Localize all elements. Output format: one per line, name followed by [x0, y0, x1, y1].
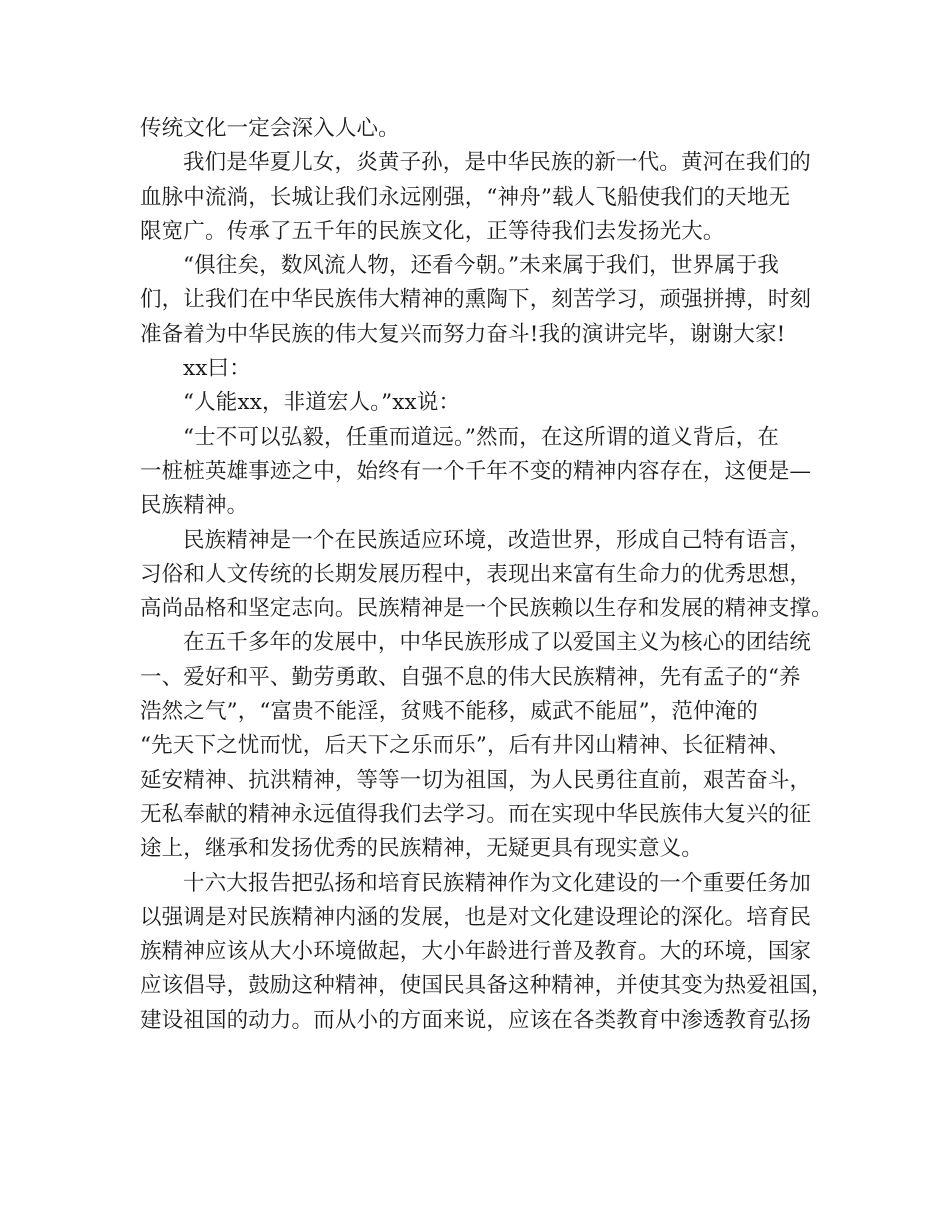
- text-line: 无私奉献的精神永远值得我们去学习。而在实现中华民族伟大复兴的征: [140, 801, 812, 827]
- text-line: 延安精神、抗洪精神，等等一切为祖国，为人民勇往直前，艰苦奋斗，: [140, 767, 812, 793]
- text-line: 们，让我们在中华民族伟大精神的熏陶下，刻苦学习，顽强拼搏，时刻: [140, 287, 812, 313]
- text-line: xx曰：: [183, 356, 251, 382]
- text-line: 限宽广。传承了五千年的民族文化，正等待我们去发扬光大。: [140, 218, 725, 244]
- text-line: 十六大报告把弘扬和培育民族精神作为文化建设的一个重要任务加: [183, 870, 811, 896]
- text-line: 在五千多年的发展中，中华民族形成了以爱国主义为核心的团结统: [183, 630, 811, 656]
- body-text: [140, 112, 833, 1038]
- text-line: 民族精神是一个在民族适应环境，改造世界，形成自己特有语言，: [183, 527, 811, 553]
- text-line: “俱往矣，数风流人物，还看今朝。”未来属于我们，世界属于我: [183, 253, 780, 279]
- text-line: 一、爱好和平、勤劳勇敢、自强不息的伟大民族精神，先有孟子的“养: [140, 664, 801, 690]
- text-line: 传统文化一定会深入人心。: [140, 116, 400, 141]
- text-line: 浩然之气”，“富贵不能淫，贫贱不能移，威武不能屈”，范仲淹的: [140, 699, 758, 725]
- text-line: 建设祖国的动力。而从小的方面来说，应该在各类教育中渗透教育弘扬: [140, 1007, 812, 1033]
- text-line: “人能xx，非道宏人。”xx说：: [183, 390, 461, 416]
- text-line: 我们是华夏儿女，炎黄子孙，是中华民族的新一代。黄河在我们的: [183, 150, 811, 176]
- text-line: 途上，继承和发扬优秀的民族精神，无疑更具有现实意义。: [140, 836, 703, 862]
- text-line: “先天下之忧而忧，后天下之乐而乐”，后有井冈山精神、长征精神、: [140, 733, 791, 759]
- text-line: 一桩桩英雄事迹之中，始终有一个千年不变的精神内容存在，这便是—: [140, 458, 812, 484]
- text-line: 族精神应该从大小环境做起，大小年龄进行普及教育。大的环境，国家: [140, 939, 812, 965]
- text-line: 民族精神。: [140, 493, 249, 519]
- text-line: 准备着为中华民族的伟大复兴而努力奋斗!我的演讲完毕，谢谢大家!: [140, 321, 786, 347]
- text-line: 血脉中流淌，长城让我们永远刚强，“神舟”载人飞船使我们的天地无: [140, 184, 791, 210]
- text-line: 以强调是对民族精神内涵的发展，也是对文化建设理论的深化。培育民: [140, 904, 812, 930]
- text-line: 高尚品格和坚定志向。民族精神是一个民族赖以生存和发展的精神支撑。: [140, 596, 833, 622]
- text-line: 习俗和人文传统的长期发展历程中，表现出来富有生命力的优秀思想，: [140, 561, 812, 587]
- text-line: “士不可以弘毅，任重而道远。”然而，在这所谓的道义背后，在: [183, 424, 780, 450]
- text-line: 应该倡导，鼓励这种精神，使国民具备这种精神，并使其变为热爱祖国，: [140, 973, 833, 999]
